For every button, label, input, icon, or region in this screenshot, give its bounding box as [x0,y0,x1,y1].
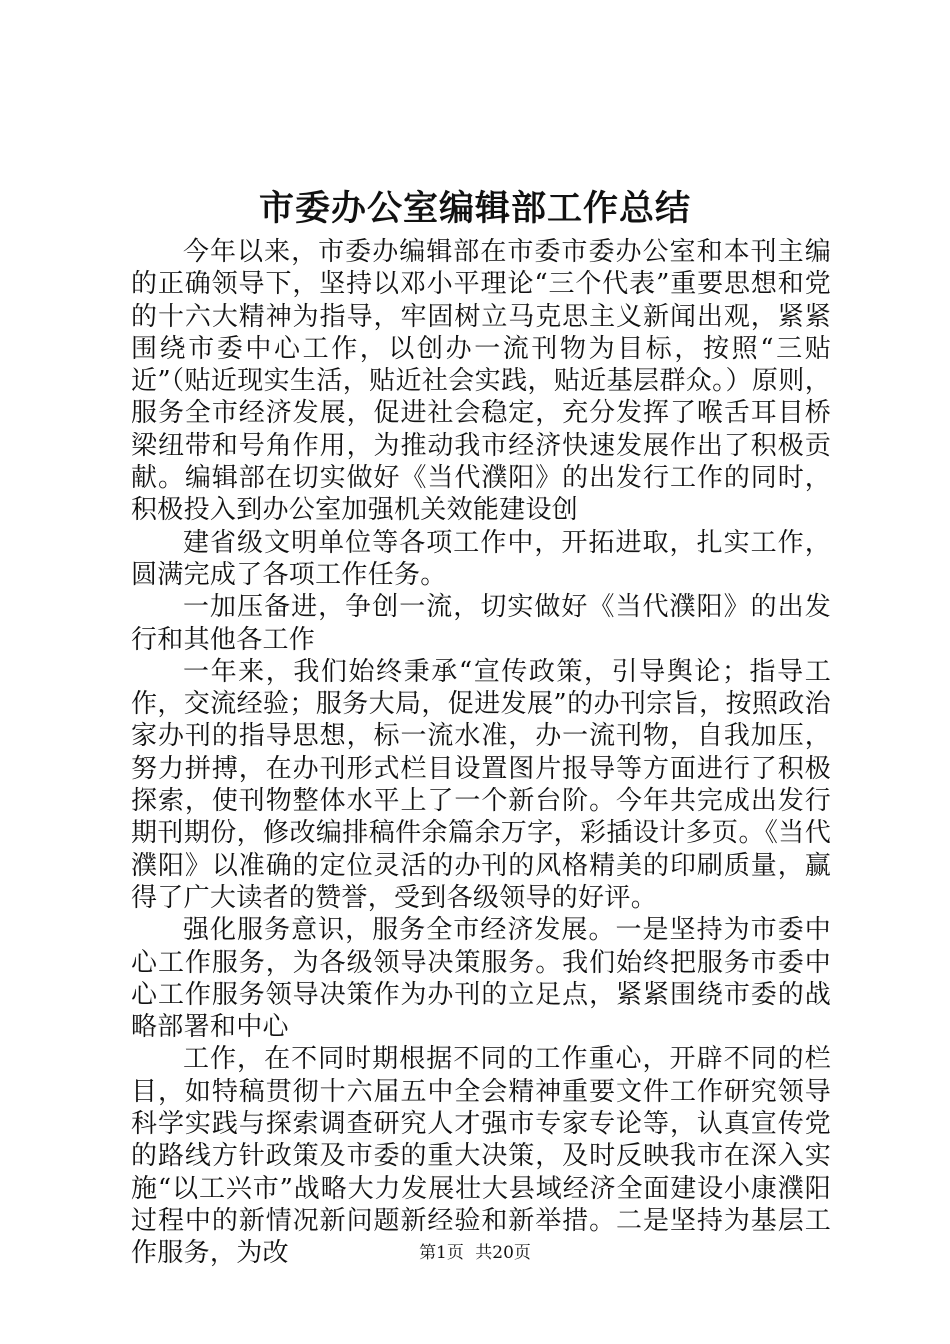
document-title: 市委办公室编辑部工作总结 [258,188,691,229]
paragraph: 强化服务意识，服务全市经济发展。一是坚持为市委中心工作服务，为各级领导决策服务。我们始终把服务市委中心工作服务领导决策作为办刊的立足点，紧紧围绕市委的战略部署和中心 [131,915,831,1043]
page-total: 共20页 [475,1243,531,1263]
page-number: 第1页 [419,1243,464,1263]
paragraph: 一加压备进，争创一流，切实做好《当代濮阳》的出发行和其他各工作 [131,592,831,655]
document-body [131,236,831,1270]
paragraph: 工作，在不同时期根据不同的工作重心，开辟不同的栏目，如特稿贯彻十六届五中全会精神重要文件工作研究领导科学实践与探索调查研究人才强市专家专论等，认真宣传党的路线方针政策及市委的重大决策，及时反映我市在深入实施“以工兴市”战略大力发展壮大县域经济全面建设小康濮阳过程中的新情况新问题新经验和新举措。二是坚持为基层工作服务，为改 [131,1044,831,1269]
paragraph: 一年来，我们始终秉承“宣传政策，引导舆论；指导工作，交流经验；服务大局，促进发展”的办刊宗旨，按照政治家办刊的指导思想，标一流水准，办一流刊物，自我加压，努力拼搏，在办刊形式栏目设置图片报导等方面进行了积极探索，使刊物整体水平上了一个新台阶。今年共完成出发行期刊期份，修改编排稿件余篇余万字，彩插设计多页。《当代濮阳》以准确的定位灵活的办刊的风格精美的印刷质量，赢得了广大读者的赞誉，受到各级领导的好评。 [131,656,831,913]
page-footer [0,1241,950,1265]
paragraph: 建省级文明单位等各项工作中，开拓进取，扎实工作，圆满完成了各项工作任务。 [131,527,831,590]
paragraph: 今年以来，市委办编辑部在市委市委办公室和本刊主编的正确领导下，坚持以邓小平理论“三个代表”重要思想和党的十六大精神为指导，牢固树立马克思主义新闻出观，紧紧围绕市委中心工作，以创办一流刊物为目标，按照“三贴近”（贴近现实生活，贴近社会实践，贴近基层群众。）原则，服务全市经济发展，促进社会稳定，充分发挥了喉舌耳目桥梁纽带和号角作用，为推动我市经济快速发展作出了积极贡献。编辑部在切实做好《当代濮阳》的出发行工作的同时，积极投入到办公室加强机关效能建设创 [131,237,831,526]
